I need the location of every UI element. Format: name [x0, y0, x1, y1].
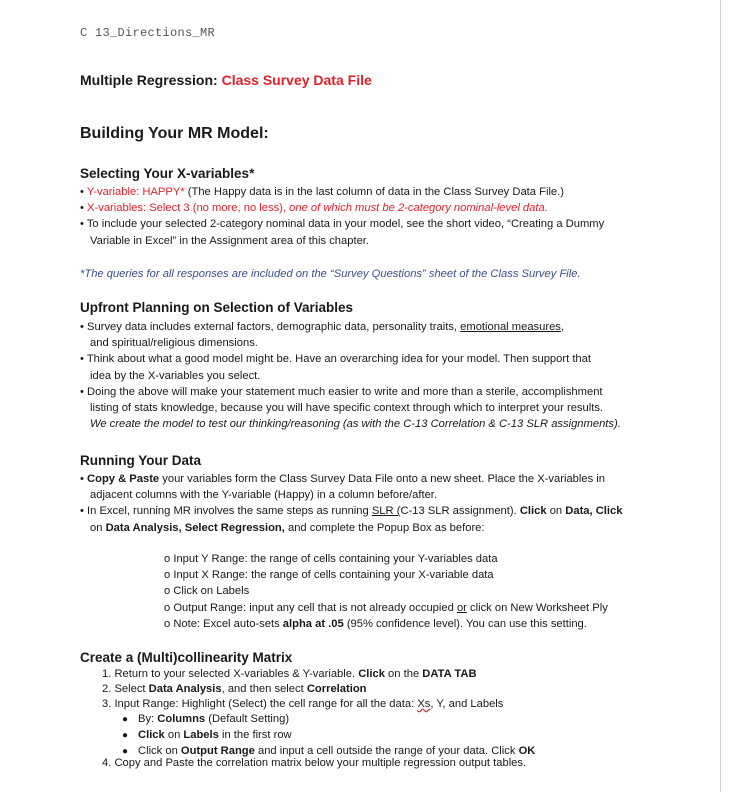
list-item: o Input Y Range: the range of cells containing your Y-variables data	[164, 553, 498, 565]
list-item: • Y-variable: HAPPY* (The Happy data is in the last column of data in the Class Survey Data File.)	[80, 186, 564, 198]
selecting-list	[80, 184, 670, 249]
list-item: • In Excel, running MR involves the same steps as running SLR (C-13 SLR assignment). Click on Data, Click on Data Analysis, Select Regression, and complete the Popup Box as before:	[80, 505, 623, 534]
list-item: ● Click on Output Range and input a cell outside the range of your data. Click OK	[122, 744, 536, 757]
title-accent: Class Survey Data File	[221, 72, 372, 88]
survey-note: *The queries for all responses are included on the “Survey Questions” sheet of the Class Survey File.	[80, 268, 581, 280]
selecting-heading: Selecting Your X-variables*	[80, 166, 255, 181]
upfront-heading: Upfront Planning on Selection of Variables	[80, 300, 354, 315]
list-item: ● Click on Labels in the first row	[122, 728, 292, 741]
list-item: 1. Return to your selected X-variables & Y-variable. Click on the DATA TAB	[102, 668, 477, 680]
list-item: 2. Select Data Analysis, and then select Correlation	[102, 683, 367, 695]
list-item: • X-variables: Select 3 (no more, no less), one of which must be 2-category nominal-level data.	[80, 202, 548, 215]
list-item: • Think about what a good model might be. Have an overarching idea for your model. Then support that idea by the X-variables you select.	[80, 353, 591, 382]
list-item: o Input X Range: the range of cells containing your X-variable data	[164, 569, 494, 582]
page-title	[80, 72, 372, 88]
title-prefix: Multiple Regression:	[80, 72, 218, 88]
matrix-step-4: 4. Copy and Paste the correlation matrix below your multiple regression output tables.	[102, 757, 527, 769]
list-item: • Copy & Paste your variables form the Class Survey Data File onto a new sheet. Place the X-variables in adjacent columns with the Y-variable (Happy) in a column before/after.	[80, 473, 606, 502]
running-heading: Running Your Data	[80, 453, 201, 468]
list-item: o Output Range: input any cell that is not already occupied or click on New Worksheet Ply	[164, 601, 608, 614]
popup-sublist	[164, 551, 608, 632]
document-header: C 13_Directions_MR	[80, 26, 216, 40]
matrix-substeps	[122, 712, 535, 759]
build-heading: Building Your MR Model:	[80, 125, 269, 142]
list-item: 3. Input Range: Highlight (Select) the cell range for all the data: Xs, Y, and Labels	[102, 698, 504, 710]
list-item: • To include your selected 2-category nominal data in your model, see the short video, “Creating a Dummy Variable in Excel” in the Assignment area of this chapter.	[80, 218, 605, 247]
list-item: o Click on Labels	[164, 585, 250, 598]
list-item: • Survey data includes external factors, demographic data, personality traits, emotional measures, and spiritual/religious dimensions.	[80, 321, 565, 350]
list-item: o Note: Excel auto-sets alpha at .05 (95% confidence level). You can use this setting.	[164, 617, 587, 630]
matrix-heading: Create a (Multi)collinearity Matrix	[80, 650, 293, 665]
list-item: • Doing the above will make your statement much easier to write and more than a sterile, accomplishment listing of stats knowledge, because you will have specific context through which to interpret your results. We create the model to test our thinking/reasoning (as with the C-13 Correlation & C-13 SLR assignments).	[80, 385, 621, 431]
upfront-list	[80, 319, 670, 432]
running-list	[80, 471, 670, 536]
list-item: ● By: Columns (Default Setting)	[122, 713, 290, 725]
matrix-steps	[102, 667, 503, 712]
